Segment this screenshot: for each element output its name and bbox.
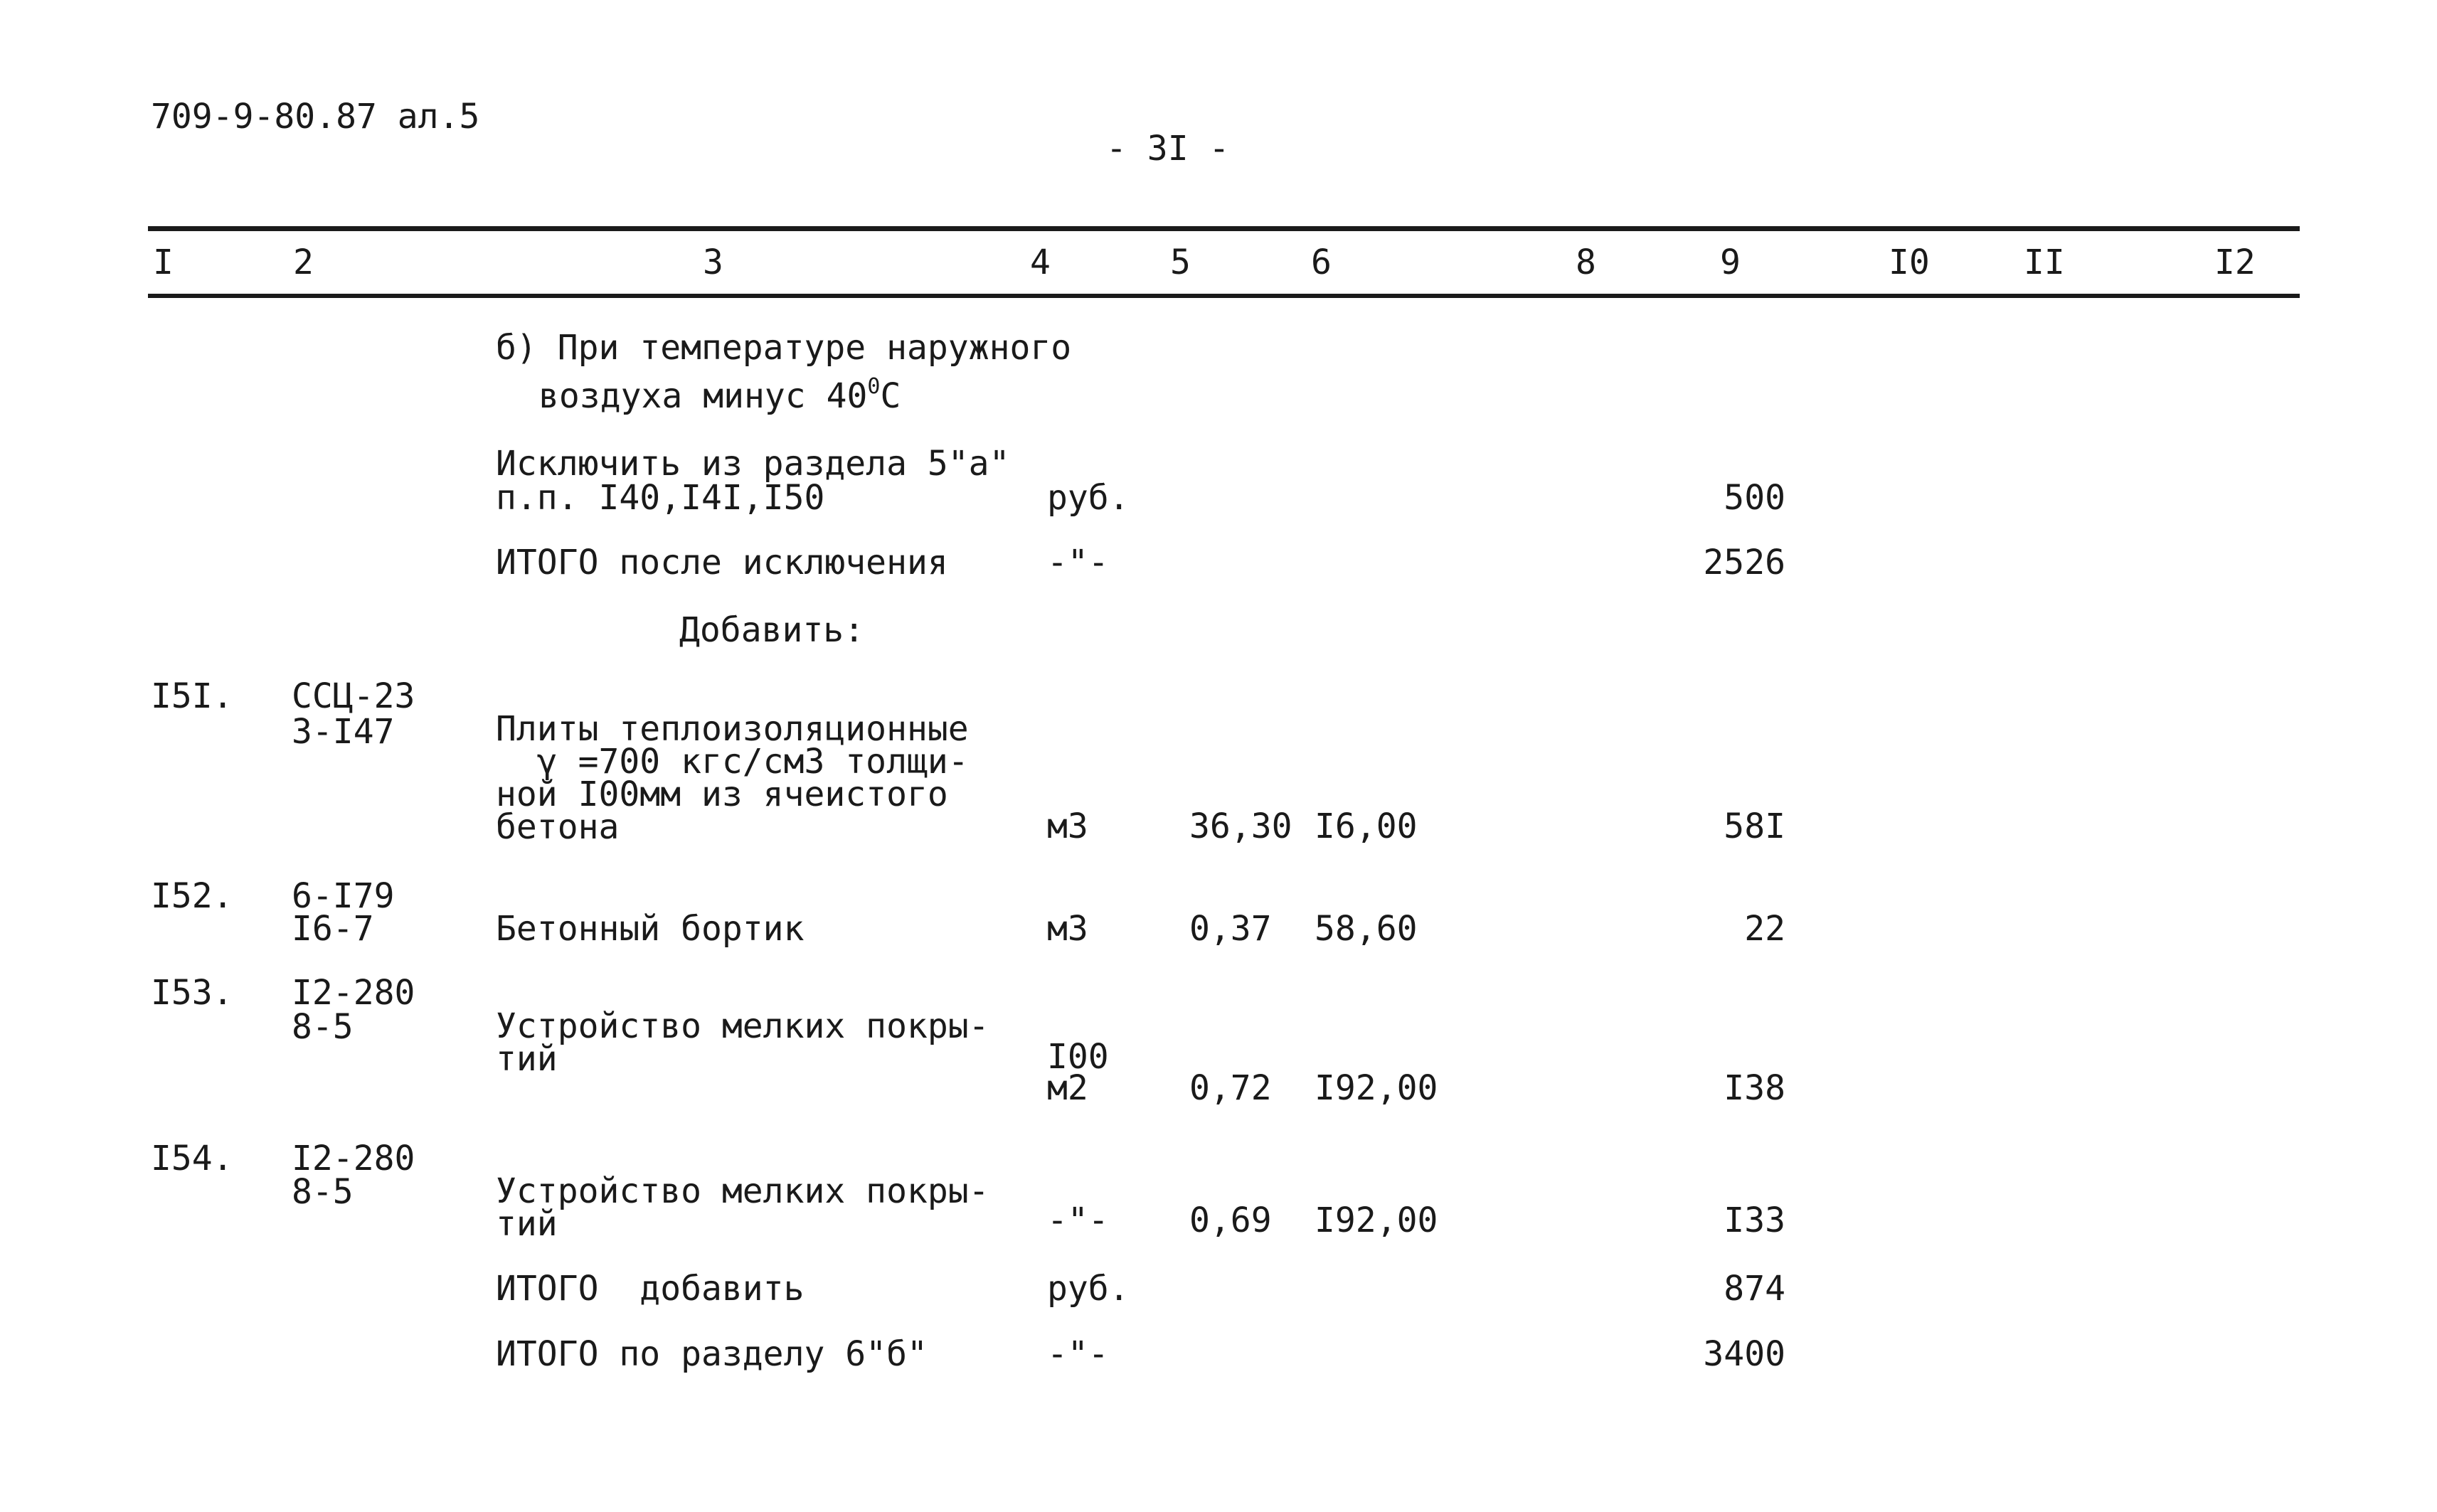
col-header-4: 4 [1030, 243, 1051, 282]
row-description-line: Устройство мелких покры- [496, 1171, 989, 1211]
row-code-1: I2-280 [292, 973, 415, 1013]
row-quantity: 0,37 [1189, 909, 1272, 949]
col-header-10: I0 [1889, 243, 1930, 282]
row-description-line: тий [496, 1039, 558, 1079]
row-quantity: 0,72 [1189, 1068, 1272, 1108]
col-header-5: 5 [1170, 243, 1191, 282]
col-header-1: I [153, 243, 174, 282]
row-unit: -"- [1047, 1200, 1109, 1240]
row-code-2: 8-5 [292, 1007, 354, 1047]
row-description [496, 1171, 989, 1244]
exclude-desc-line1: Исключить из раздела 5"а" [496, 444, 1010, 484]
row-description-line: Устройство мелких покры- [496, 1006, 989, 1046]
row-unit-price: I92,00 [1315, 1068, 1438, 1108]
total-add-unit: руб. [1047, 1269, 1130, 1309]
col-header-3: 3 [703, 243, 723, 282]
row-description-line: бетона [496, 807, 620, 847]
col-header-11: II [2024, 243, 2065, 282]
row-description-line: γ =700 кгс/см3 толщи- [496, 742, 969, 782]
row-description: Бетонный бортик [496, 909, 805, 949]
total-add-value: 874 [1724, 1269, 1785, 1309]
exclude-unit: руб. [1047, 478, 1130, 518]
row-description [496, 709, 969, 847]
row-unit: м3 [1047, 909, 1088, 949]
total-section-unit: -"- [1047, 1334, 1109, 1374]
row-description-line: Плиты теплоизоляционные [496, 709, 969, 749]
col-header-2: 2 [293, 243, 314, 282]
total-section-label: ИТОГО по разделу 6"б" [496, 1334, 928, 1374]
row-code-1: ССЦ-23 [292, 676, 415, 716]
row-unit-price: I92,00 [1315, 1200, 1438, 1240]
section-title-line2-unit: C [880, 376, 901, 416]
row-code-2: 3-I47 [292, 712, 395, 752]
row-unit-price: I6,00 [1315, 806, 1418, 846]
exclude-desc-line2: п.п. I40,I4I,I50 [496, 478, 825, 518]
row-number: I53. [151, 973, 233, 1013]
add-heading: Добавить: [679, 610, 865, 650]
row-unit: м3 [1047, 806, 1088, 846]
row-unit-price: 58,60 [1315, 909, 1418, 949]
row-code-2: 8-5 [292, 1172, 354, 1212]
row-description-line: тий [496, 1204, 558, 1244]
after-exclude-unit: -"- [1047, 543, 1109, 582]
row-total: 22 [1744, 909, 1785, 949]
table-header-rule [148, 294, 2300, 298]
table-top-rule [148, 226, 2300, 231]
row-unit: I00 [1047, 1037, 1109, 1077]
row-unit-line2: м2 [1047, 1068, 1088, 1108]
page-number: - 3I - [1106, 129, 1230, 169]
col-header-9: 9 [1720, 243, 1741, 282]
degree-superscript: 0 [867, 374, 881, 399]
col-header-6: 6 [1311, 243, 1332, 282]
row-number: I54. [151, 1139, 233, 1178]
exclude-total: 500 [1724, 478, 1785, 518]
row-total: I38 [1724, 1068, 1785, 1108]
row-total: 58I [1724, 806, 1785, 846]
row-quantity: 0,69 [1189, 1200, 1272, 1240]
section-title-line2-text: воздуха минус 40 [538, 376, 868, 416]
row-description-line: ной I00мм из ячеистого [496, 774, 948, 814]
section-title-line2 [538, 374, 901, 416]
total-add-label: ИТОГО добавить [496, 1269, 805, 1309]
row-number: I52. [151, 876, 233, 916]
after-exclude-label: ИТОГО после исключения [496, 543, 948, 582]
col-header-12: I2 [2214, 243, 2256, 282]
row-quantity: 36,30 [1189, 806, 1292, 846]
row-code-2: I6-7 [292, 909, 374, 949]
col-header-8: 8 [1576, 243, 1596, 282]
after-exclude-total: 2526 [1703, 543, 1785, 582]
document-code: 709-9-80.87 ал.5 [151, 97, 480, 137]
row-number: I5I. [151, 676, 233, 716]
row-code-1: I2-280 [292, 1139, 415, 1178]
total-section-value: 3400 [1703, 1334, 1785, 1374]
row-total: I33 [1724, 1200, 1785, 1240]
row-code-1: 6-I79 [292, 876, 395, 916]
section-title-line1: б) При температуре наружного [496, 328, 1072, 368]
row-description [496, 1006, 989, 1079]
